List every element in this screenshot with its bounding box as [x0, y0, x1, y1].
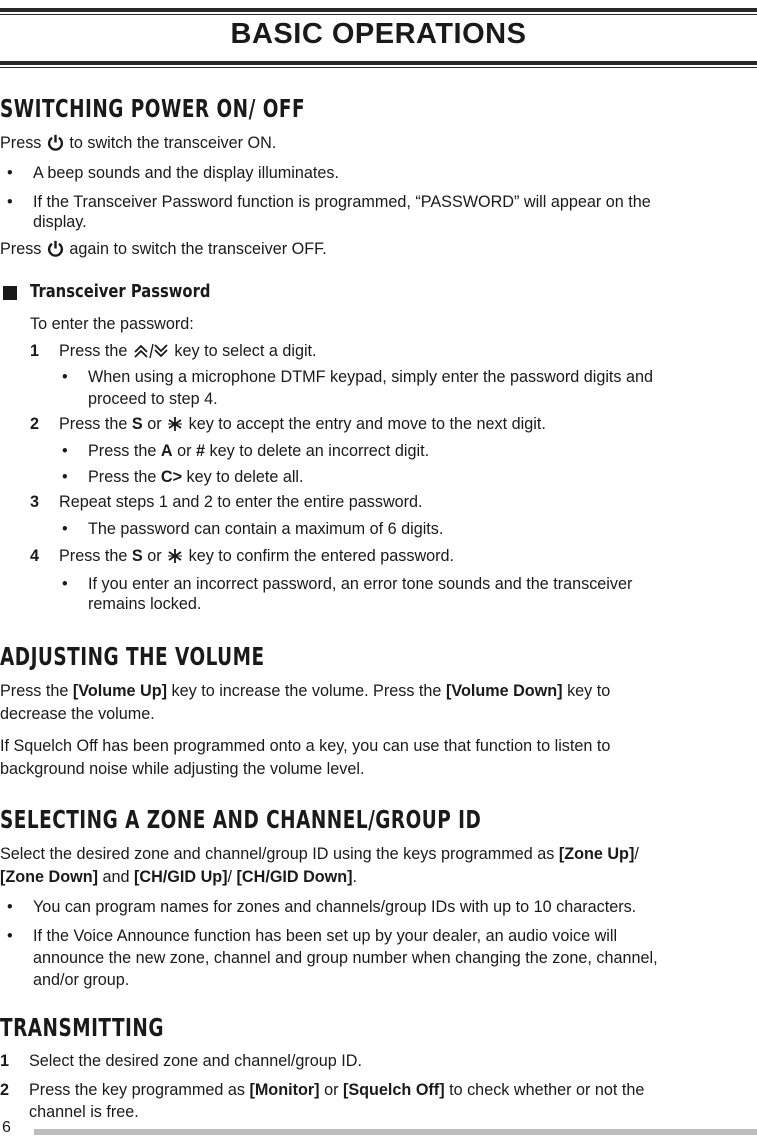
asterisk-icon	[167, 548, 183, 564]
volume-line-4: background noise while adjusting the volume level.	[0, 760, 365, 778]
step-text: Select the desired zone and channel/group ID.	[29, 1052, 362, 1070]
title-rule-thick	[0, 61, 757, 65]
volume-line-1: Press the [Volume Up] key to increase the volume. Press the [Volume Down] key to	[0, 682, 611, 700]
title-rule-thin	[0, 67, 757, 68]
power-on-text: to switch the transceiver ON.	[69, 134, 277, 152]
press-label: Press	[0, 134, 42, 152]
volume-line-2: decrease the volume.	[0, 705, 155, 723]
up-down-chevrons-icon	[133, 343, 169, 359]
step-text: Repeat steps 1 and 2 to enter the entire password.	[59, 493, 423, 511]
step-text: Press the S or key to confirm the entered password.	[59, 547, 455, 565]
footer-bar	[34, 1129, 757, 1135]
step-number: 2	[30, 415, 40, 433]
section-heading-transmit: TRANSMITTING	[0, 1013, 164, 1042]
zone-line-2: [Zone Down] and [CH/GID Up]/ [CH/GID Down].	[0, 868, 358, 886]
step-text-cont: channel is free.	[29, 1103, 139, 1121]
top-rule-thin	[0, 14, 757, 15]
step-text: Press the S or key to accept the entry and move to the next digit.	[59, 415, 546, 433]
volume-line-3: If Squelch Off has been programmed onto a key, you can use that function to listen to	[0, 737, 611, 755]
step-number: 2	[0, 1081, 10, 1099]
step-number: 3	[30, 493, 40, 511]
password-intro: To enter the password:	[30, 315, 194, 333]
section-heading-volume: ADJUSTING THE VOLUME	[0, 642, 265, 671]
step-text: Press the key to select a digit.	[59, 342, 317, 360]
square-bullet-icon	[3, 286, 17, 300]
step-number: 4	[30, 547, 40, 565]
zone-line-1: Select the desired zone and channel/group ID using the keys programmed as [Zone Up]/	[0, 845, 639, 863]
section-heading-power: SWITCHING POWER ON/ OFF	[0, 94, 306, 123]
page-title: BASIC OPERATIONS	[230, 18, 527, 50]
step-number: 1	[30, 342, 40, 360]
power-on-line	[0, 132, 276, 155]
top-rule-thick	[0, 8, 757, 12]
power-off-line: Press again to switch the transceiver OFF.	[0, 240, 327, 258]
power-icon	[47, 134, 64, 151]
subsection-heading-password: Transceiver Password	[30, 281, 211, 302]
asterisk-icon	[167, 416, 183, 432]
section-heading-zone: SELECTING A ZONE AND CHANNEL/GROUP ID	[0, 805, 482, 834]
step-text: Press the key programmed as [Monitor] or [Squelch Off] to check whether or not the	[29, 1081, 645, 1099]
power-icon	[47, 240, 64, 257]
step-number: 1	[0, 1052, 10, 1070]
page-number: 6	[2, 1119, 11, 1136]
